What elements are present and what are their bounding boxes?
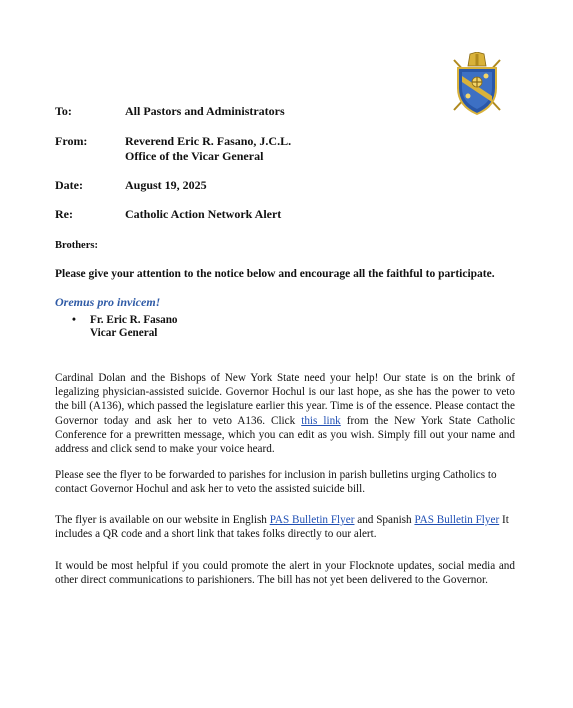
bullet-icon: • [72,314,76,326]
to-value: All Pastors and Administrators [125,104,285,118]
p3-text-before: The flyer is available on our website in English [55,514,270,526]
re-label: Re: [55,207,73,221]
p3-text-middle: and Spanish [354,514,415,526]
diocese-crest-icon [448,52,506,116]
notice-text: Please give your attention to the notice below and encourage all the faithful to participate. [55,268,495,280]
closing-prayer: Oremus pro invicem! [55,295,161,309]
to-label: To: [55,104,72,118]
body-paragraph-4: It would be most helpful if you could promote the alert in your Flocknote updates, social media and other direct communications to parishioners. The bill has not yet been delivered to the Governor. [55,560,515,587]
this-link[interactable]: this link [301,414,341,427]
spanish-flyer-link[interactable]: PAS Bulletin Flyer [414,514,500,526]
body-paragraph-2: Please see the flyer to be forwarded to parishes for inclusion in parish bulletins urging Catholics to contact Governor Hochul and ask her to veto the assisted suicide bill. [55,469,497,496]
salutation: Brothers: [55,240,98,251]
from-name: Reverend Eric R. Fasano, J.C.L. [125,134,292,148]
date-label: Date: [55,178,83,192]
p1-text-after: from the New York State Catholic Conference for a prewritten message, which you can edit as you wish. Simply fill out your name and address and click send to make your voice heard. [55,414,515,456]
date-value: August 19, 2025 [125,178,207,192]
p1-text-before: Cardinal Dolan and the Bishops of New York State need your help! Our state is on the brink of legalizing physician-assisted suicide. Governor Hochul is our last hope, as she has the power to veto the bill (A136), which passed the legislature earlier this year. Time is of the essence. Please contact the Governor today and ask her to veto A136. Click [55,372,515,427]
re-value: Catholic Action Network Alert [125,207,282,221]
body-paragraph-3 [55,513,515,541]
from-office: Office of the Vicar General [125,149,264,163]
signature-name: Fr. Eric R. Fasano [90,314,178,326]
body-paragraph-1 [55,371,515,456]
english-flyer-link[interactable]: PAS Bulletin Flyer [269,514,355,526]
p3-text-after: It includes a QR code and a short link that takes folks directly to our alert. [55,514,509,541]
from-label: From: [55,134,88,148]
signature-title: Vicar General [90,327,158,339]
